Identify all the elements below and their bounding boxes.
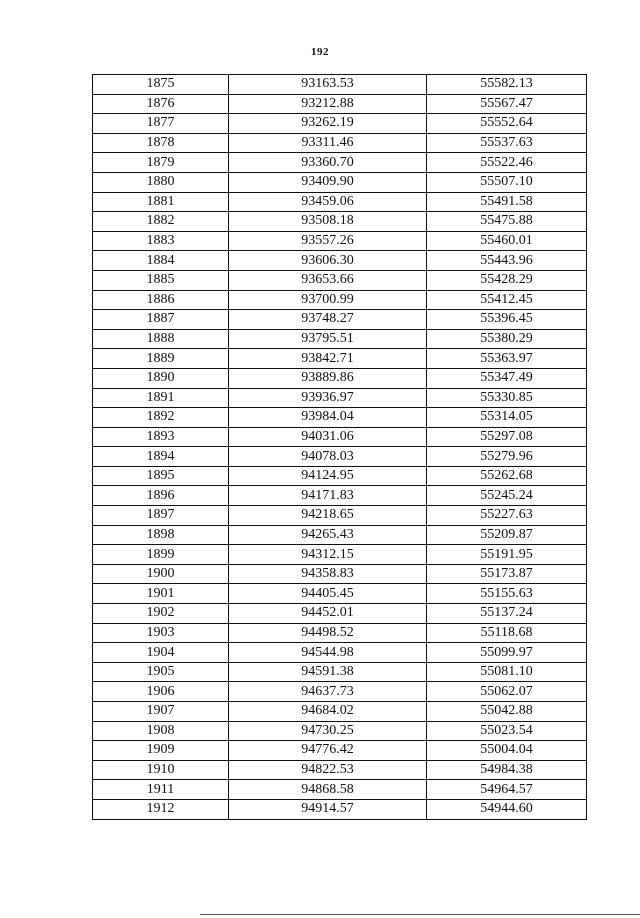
value-b-cell: 55023.54: [427, 721, 587, 741]
year-cell: 1880: [93, 172, 229, 192]
year-cell: 1897: [93, 506, 229, 526]
table-row: [93, 525, 587, 545]
table-row: [93, 329, 587, 349]
value-a-cell: 93459.06: [229, 192, 427, 212]
value-a-cell: 94031.06: [229, 427, 427, 447]
value-a-cell: 93311.46: [229, 133, 427, 153]
year-cell: 1893: [93, 427, 229, 447]
value-b-cell: 55347.49: [427, 368, 587, 388]
year-cell: 1890: [93, 368, 229, 388]
table-row: [93, 584, 587, 604]
table-row: [93, 604, 587, 624]
value-b-cell: 55491.58: [427, 192, 587, 212]
value-b-cell: 55460.01: [427, 231, 587, 251]
value-a-cell: 94405.45: [229, 584, 427, 604]
table-row: [93, 133, 587, 153]
year-cell: 1904: [93, 643, 229, 663]
value-a-cell: 94265.43: [229, 525, 427, 545]
value-b-cell: 55537.63: [427, 133, 587, 153]
year-cell: 1896: [93, 486, 229, 506]
table-row: [93, 486, 587, 506]
value-a-cell: 93795.51: [229, 329, 427, 349]
year-cell: 1905: [93, 662, 229, 682]
value-a-cell: 93262.19: [229, 114, 427, 134]
year-cell: 1907: [93, 702, 229, 722]
value-a-cell: 94452.01: [229, 604, 427, 624]
year-cell: 1877: [93, 114, 229, 134]
value-a-cell: 93700.99: [229, 290, 427, 310]
value-b-cell: 55191.95: [427, 545, 587, 565]
table-row: [93, 172, 587, 192]
value-b-cell: 55245.24: [427, 486, 587, 506]
table-row: [93, 721, 587, 741]
value-a-cell: 94637.73: [229, 682, 427, 702]
year-cell: 1906: [93, 682, 229, 702]
table-row: [93, 760, 587, 780]
table-row: [93, 682, 587, 702]
value-a-cell: 93984.04: [229, 408, 427, 428]
value-b-cell: 55173.87: [427, 564, 587, 584]
value-b-cell: 54984.38: [427, 760, 587, 780]
year-cell: 1902: [93, 604, 229, 624]
value-a-cell: 94171.83: [229, 486, 427, 506]
year-cell: 1876: [93, 94, 229, 114]
data-table: [92, 74, 587, 820]
table-row: [93, 368, 587, 388]
value-a-cell: 93163.53: [229, 75, 427, 95]
table-row: [93, 643, 587, 663]
value-a-cell: 94591.38: [229, 662, 427, 682]
bottom-rule: [200, 914, 640, 915]
year-cell: 1911: [93, 780, 229, 800]
value-b-cell: 55443.96: [427, 251, 587, 271]
year-cell: 1898: [93, 525, 229, 545]
value-b-cell: 55137.24: [427, 604, 587, 624]
year-cell: 1908: [93, 721, 229, 741]
table-row: [93, 408, 587, 428]
year-cell: 1878: [93, 133, 229, 153]
year-cell: 1883: [93, 231, 229, 251]
table-row: [93, 702, 587, 722]
table-row: [93, 741, 587, 761]
value-b-cell: 55004.04: [427, 741, 587, 761]
year-cell: 1882: [93, 212, 229, 232]
year-cell: 1886: [93, 290, 229, 310]
value-b-cell: 55081.10: [427, 662, 587, 682]
value-a-cell: 93842.71: [229, 349, 427, 369]
table-row: [93, 75, 587, 95]
value-b-cell: 55582.13: [427, 75, 587, 95]
table-row: [93, 114, 587, 134]
table-row: [93, 251, 587, 271]
value-b-cell: 55062.07: [427, 682, 587, 702]
value-b-cell: 55330.85: [427, 388, 587, 408]
value-b-cell: 54944.60: [427, 799, 587, 819]
table-row: [93, 270, 587, 290]
value-a-cell: 94498.52: [229, 623, 427, 643]
value-a-cell: 94822.53: [229, 760, 427, 780]
year-cell: 1903: [93, 623, 229, 643]
table-row: [93, 192, 587, 212]
value-a-cell: 93748.27: [229, 310, 427, 330]
year-cell: 1875: [93, 75, 229, 95]
value-b-cell: 55475.88: [427, 212, 587, 232]
value-b-cell: 54964.57: [427, 780, 587, 800]
value-b-cell: 55552.64: [427, 114, 587, 134]
value-a-cell: 93360.70: [229, 153, 427, 173]
year-cell: 1891: [93, 388, 229, 408]
value-a-cell: 94544.98: [229, 643, 427, 663]
value-b-cell: 55099.97: [427, 643, 587, 663]
value-b-cell: 55412.45: [427, 290, 587, 310]
table-row: [93, 427, 587, 447]
table-row: [93, 780, 587, 800]
value-a-cell: 94868.58: [229, 780, 427, 800]
value-a-cell: 93653.66: [229, 270, 427, 290]
value-b-cell: 55522.46: [427, 153, 587, 173]
year-cell: 1912: [93, 799, 229, 819]
table-row: [93, 231, 587, 251]
table-row: [93, 290, 587, 310]
value-a-cell: 93212.88: [229, 94, 427, 114]
year-cell: 1887: [93, 310, 229, 330]
value-a-cell: 93508.18: [229, 212, 427, 232]
page-number: 192: [311, 46, 329, 58]
value-a-cell: 94218.65: [229, 506, 427, 526]
value-a-cell: 94358.83: [229, 564, 427, 584]
table-row: [93, 153, 587, 173]
value-a-cell: 94730.25: [229, 721, 427, 741]
table-row: [93, 623, 587, 643]
value-b-cell: 55155.63: [427, 584, 587, 604]
table-row: [93, 506, 587, 526]
value-b-cell: 55567.47: [427, 94, 587, 114]
year-cell: 1895: [93, 466, 229, 486]
value-a-cell: 94684.02: [229, 702, 427, 722]
value-b-cell: 55428.29: [427, 270, 587, 290]
value-a-cell: 93889.86: [229, 368, 427, 388]
year-cell: 1881: [93, 192, 229, 212]
year-cell: 1884: [93, 251, 229, 271]
value-a-cell: 94312.15: [229, 545, 427, 565]
table-row: [93, 388, 587, 408]
value-a-cell: 94776.42: [229, 741, 427, 761]
year-cell: 1901: [93, 584, 229, 604]
year-cell: 1894: [93, 447, 229, 467]
table-row: [93, 545, 587, 565]
value-a-cell: 94078.03: [229, 447, 427, 467]
table-row: [93, 564, 587, 584]
year-cell: 1899: [93, 545, 229, 565]
value-b-cell: 55396.45: [427, 310, 587, 330]
table-row: [93, 799, 587, 819]
table-row: [93, 662, 587, 682]
year-cell: 1892: [93, 408, 229, 428]
value-b-cell: 55227.63: [427, 506, 587, 526]
value-a-cell: 93557.26: [229, 231, 427, 251]
table-row: [93, 466, 587, 486]
value-a-cell: 93409.90: [229, 172, 427, 192]
year-cell: 1888: [93, 329, 229, 349]
table-row: [93, 310, 587, 330]
year-cell: 1910: [93, 760, 229, 780]
value-a-cell: 94914.57: [229, 799, 427, 819]
year-cell: 1909: [93, 741, 229, 761]
value-b-cell: 55297.08: [427, 427, 587, 447]
year-cell: 1889: [93, 349, 229, 369]
year-cell: 1879: [93, 153, 229, 173]
value-b-cell: 55118.68: [427, 623, 587, 643]
table-body: [93, 75, 587, 820]
year-cell: 1885: [93, 270, 229, 290]
value-a-cell: 94124.95: [229, 466, 427, 486]
year-cell: 1900: [93, 564, 229, 584]
value-b-cell: 55363.97: [427, 349, 587, 369]
value-b-cell: 55507.10: [427, 172, 587, 192]
table-row: [93, 212, 587, 232]
value-b-cell: 55262.68: [427, 466, 587, 486]
value-b-cell: 55042.88: [427, 702, 587, 722]
table-row: [93, 447, 587, 467]
value-b-cell: 55380.29: [427, 329, 587, 349]
value-b-cell: 55279.96: [427, 447, 587, 467]
value-a-cell: 93606.30: [229, 251, 427, 271]
value-a-cell: 93936.97: [229, 388, 427, 408]
value-b-cell: 55314.05: [427, 408, 587, 428]
table-row: [93, 349, 587, 369]
value-b-cell: 55209.87: [427, 525, 587, 545]
table-row: [93, 94, 587, 114]
